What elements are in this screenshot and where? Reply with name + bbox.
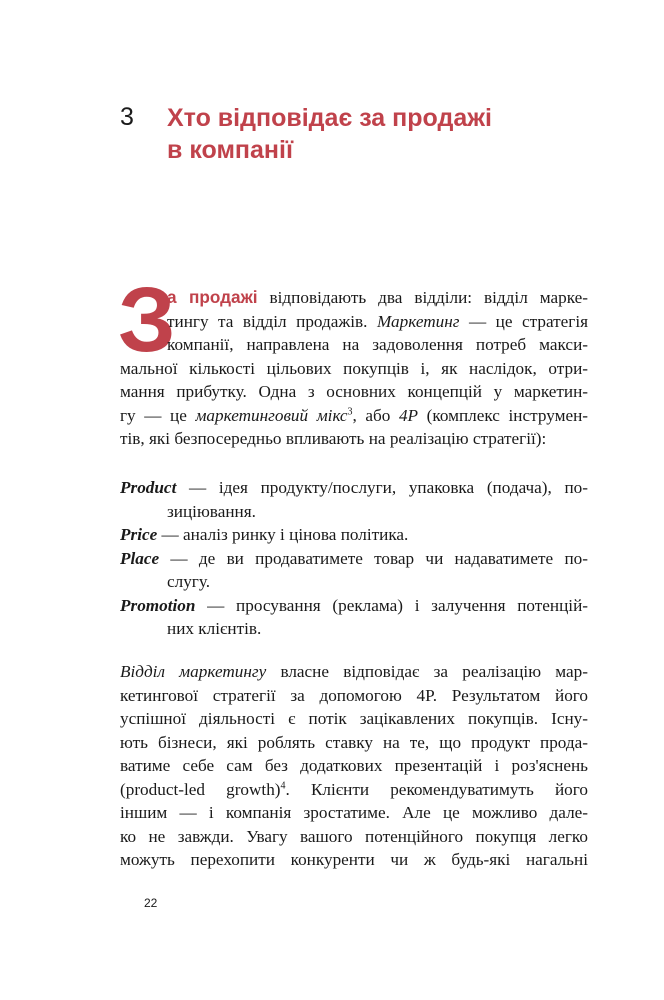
- intro-paragraph: [120, 286, 588, 451]
- text-line: [120, 404, 588, 428]
- chapter-title: [167, 102, 567, 166]
- text-span: — аналіз ринку і цінова політика.: [157, 525, 409, 544]
- text-span: — просування (реклама) і залучення потенцій-: [195, 595, 588, 615]
- text-line: мання прибутку. Одна з основних концепцій у маркетин-: [120, 382, 588, 401]
- text-line: ко не завжди. Увагу вашого потенційного покупця легко: [120, 826, 588, 846]
- text-line: [120, 286, 588, 310]
- text-line: ватиме себе сам без додаткових презентацій і роз'яснень: [120, 756, 588, 775]
- text-line: іншим — і компанія зростатиме. Але це можливо дале-: [120, 803, 588, 822]
- list-term: Promotion: [120, 595, 196, 615]
- term-marketing: Маркетинг: [376, 311, 460, 331]
- term-4p: 4P: [398, 405, 419, 425]
- text-line: [120, 660, 588, 684]
- footnote-ref: 3: [347, 405, 353, 417]
- term-marketing-department: Відділ маркетингу: [120, 662, 267, 681]
- list-term: Product: [120, 478, 177, 497]
- text-line: кетингової стратегії за допомогою 4P. Результатом його: [120, 685, 588, 705]
- marketing-mix-list: [120, 476, 588, 641]
- chapter-number: 3: [120, 103, 134, 131]
- text-span: тингу та відділ продажів.: [167, 311, 377, 331]
- text-span: власне відповідає за реалізацію мар-: [266, 662, 588, 681]
- text-line: зиціювання.: [167, 501, 256, 521]
- text-span: — ідея продукту/послуги, упаковка (подача), по-: [176, 478, 588, 497]
- text-line: компанії, направлена на задоволення потреб макси-: [167, 335, 588, 354]
- text-line: ють бізнеси, які роблять ставку на те, що продукт прода-: [120, 732, 588, 752]
- marketing-department-paragraph: [120, 660, 588, 872]
- text-line: можуть перехопити конкуренти чи ж будь-які нагальні: [120, 850, 588, 869]
- term-marketing-mix: маркетинговий мікс: [195, 405, 348, 425]
- text-line: мальної кількості цільових покупців і, як наслідок, отри-: [120, 358, 588, 378]
- list-term: Price: [120, 525, 158, 544]
- text-span: гу — це: [120, 405, 196, 425]
- list-item-promotion: [120, 594, 588, 618]
- text-span: відповідають два відділи: відділ марке-: [257, 288, 588, 307]
- list-item-product: [120, 476, 588, 500]
- lead-bold-text: а продажі: [167, 287, 258, 307]
- drop-cap: З: [118, 269, 176, 371]
- text-span: , або: [352, 405, 399, 425]
- text-span: — це стратегія: [459, 311, 588, 331]
- chapter-title-line-1: Хто відповідає за продажі: [167, 104, 492, 132]
- text-line: [120, 310, 588, 334]
- list-term: Place: [120, 548, 160, 568]
- text-line: них клієнтів.: [167, 619, 262, 638]
- text-line: [120, 778, 588, 802]
- text-span: (комплекс інструмен-: [418, 405, 589, 425]
- text-span: . Клієнти рекомендуватимуть його: [285, 779, 588, 799]
- text-line: успішної діяльності є потік зацікавлених покупців. Існу-: [120, 709, 588, 728]
- list-item-place: [120, 547, 588, 571]
- text-span: (product-led growth): [120, 779, 281, 799]
- text-line: тів, які безпосередньо впливають на реалізацію стратегії):: [120, 429, 547, 448]
- text-span: — де ви продаватимете товар чи надаватимете по-: [159, 548, 588, 568]
- text-line: слугу.: [167, 572, 211, 591]
- chapter-title-line-2: в компанії: [167, 136, 294, 164]
- footnote-ref: 4: [280, 779, 286, 791]
- page-number: 22: [144, 896, 158, 910]
- list-item-price: [120, 523, 588, 547]
